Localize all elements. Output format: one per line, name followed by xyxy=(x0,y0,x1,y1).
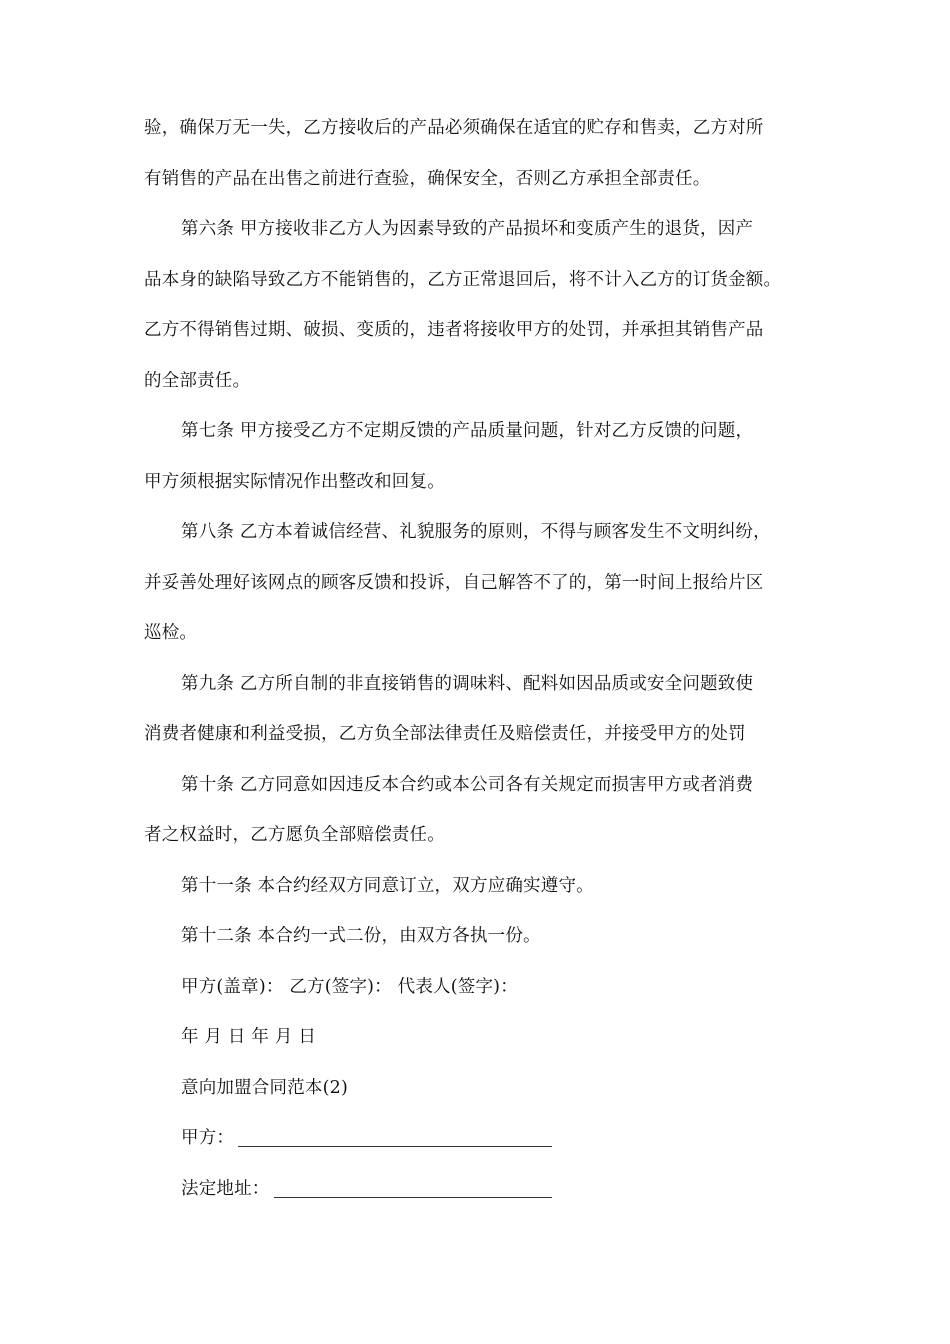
text-line: 第七条 甲方接受乙方不定期反馈的产品质量问题，针对乙方反馈的问题， xyxy=(181,421,754,441)
legal-address-blank-line xyxy=(274,1196,552,1198)
text-line: 消费者健康和利益受损，乙方负全部法律责任及赔偿责任，并接受甲方的处罚 xyxy=(144,724,746,744)
text-line: 甲方须根据实际情况作出整改和回复。 xyxy=(144,471,445,492)
party-a-row xyxy=(144,1113,816,1164)
article-7 xyxy=(144,406,816,507)
legal-address-label: 法定地址： xyxy=(181,1178,270,1199)
section-title xyxy=(144,1063,816,1114)
text-line: 第八条 乙方本着诚信经营、礼貌服务的原则，不得与顾客发生不文明纠纷， xyxy=(181,522,771,542)
article-8 xyxy=(144,507,816,659)
text-line: 乙方不得销售过期、破损、变质的，违者将接收甲方的处罚，并承担其销售产品 xyxy=(144,320,764,340)
text-line: 并妥善处理好该网点的顾客反馈和投诉，自己解答不了的，第一时间上报给片区 xyxy=(144,572,764,593)
text-line: 的全部责任。 xyxy=(144,370,251,391)
article-11 xyxy=(144,861,816,912)
date-line xyxy=(144,1012,816,1063)
text-line: 者之权益时，乙方愿负全部赔偿责任。 xyxy=(144,825,445,845)
text-line: 第十一条 本合约经双方同意订立，双方应确实遵守。 xyxy=(181,875,594,896)
text-line: 巡检。 xyxy=(144,623,198,643)
legal-address-row xyxy=(144,1164,816,1215)
text-line: 年 月 日 年 月 日 xyxy=(181,1027,317,1047)
article-12 xyxy=(144,911,816,962)
article-6 xyxy=(144,204,816,406)
party-a-blank-line xyxy=(238,1145,552,1147)
text-line: 品本身的缺陷导致乙方不能销售的，乙方正常退回后，将不计入乙方的订货金额。 xyxy=(144,269,782,290)
text-line: 意向加盟合同范本(2) xyxy=(181,1077,348,1098)
text-line: 甲方(盖章)： 乙方(签字)： 代表人(签字)： xyxy=(181,976,518,997)
contract-body xyxy=(144,103,816,1214)
text-line: 第九条 乙方所自制的非直接销售的调味料、配料如因品质或安全问题致使 xyxy=(181,673,754,694)
text-line: 第六条 甲方接收非乙方人为因素导致的产品损坏和变质产生的退货，因产 xyxy=(181,219,754,239)
legal-address-field xyxy=(144,1164,816,1215)
text-line: 有销售的产品在出售之前进行查验，确保安全，否则乙方承担全部责任。 xyxy=(144,168,711,189)
text-line: 第十二条 本合约一式二份，由双方各执一份。 xyxy=(181,926,541,946)
text-line: 第十条 乙方同意如因违反本合约或本公司各有关规定而损害甲方或者消费 xyxy=(181,774,754,795)
party-a-field xyxy=(144,1113,816,1164)
article-10 xyxy=(144,760,816,861)
article-9 xyxy=(144,659,816,760)
continuation-paragraph xyxy=(144,103,816,204)
text-line: 验，确保万无一失，乙方接收后的产品必须确保在适宜的贮存和售卖，乙方对所 xyxy=(144,118,764,138)
signature-line xyxy=(144,962,816,1013)
party-a-label: 甲方： xyxy=(181,1128,235,1148)
